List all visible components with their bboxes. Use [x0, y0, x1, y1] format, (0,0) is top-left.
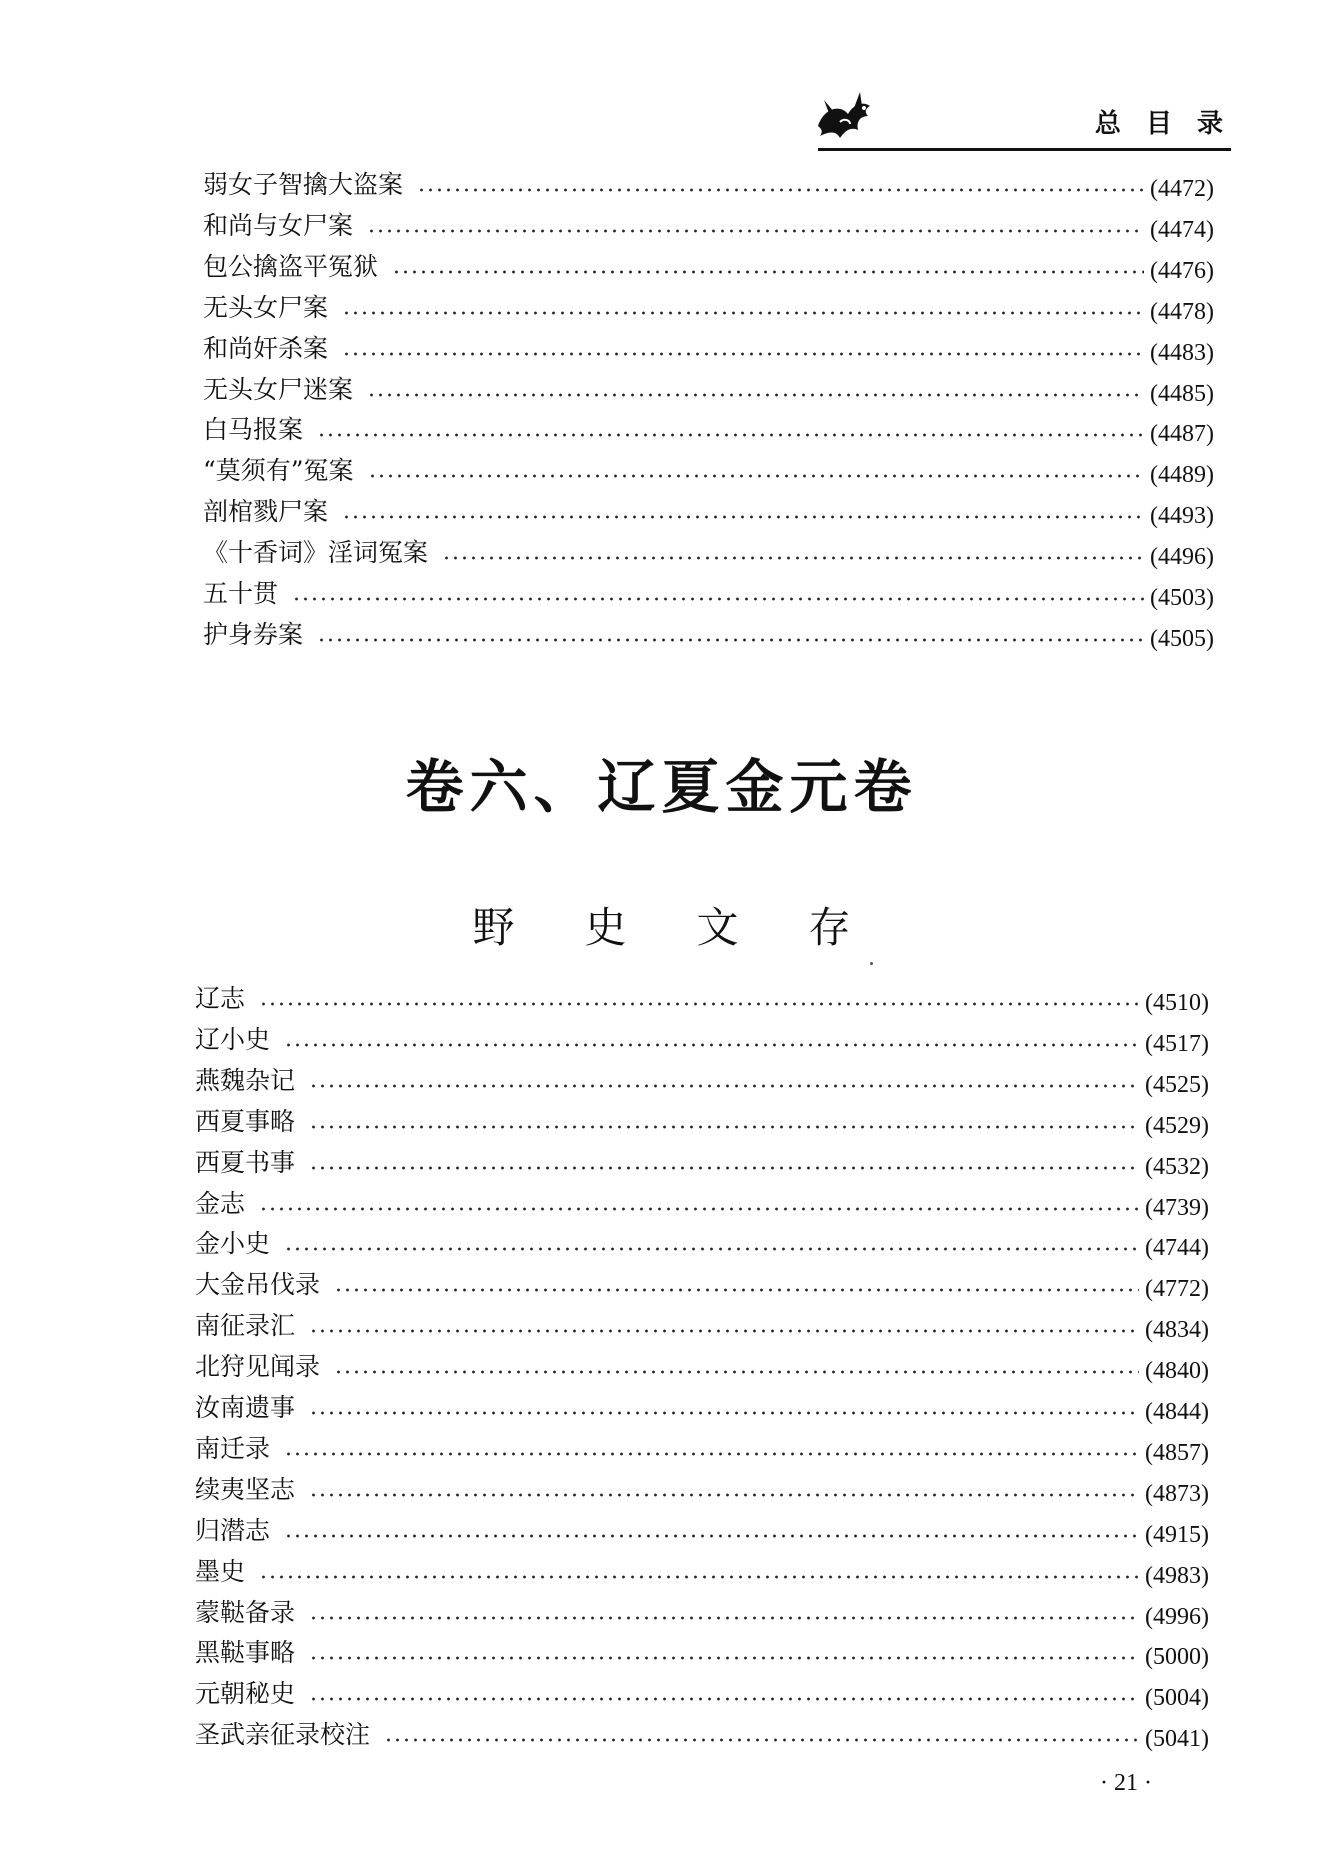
- toc-dot-leader: [368, 474, 1144, 478]
- toc-entry-title: 五十贯: [203, 579, 279, 608]
- toc-entry-page: (4476): [1150, 257, 1214, 284]
- toc-entry-page: (4525): [1145, 1071, 1209, 1098]
- toc-entry: [0, 250, 1323, 290]
- toc-entry: [0, 495, 1323, 535]
- toc-entry-page: (4510): [1145, 990, 1209, 1016]
- toc-entry-page: (4489): [1150, 462, 1214, 489]
- toc-entry: [0, 454, 1323, 494]
- toc-entry-title: 和尚与女尸案: [203, 210, 354, 240]
- toc-entry-title: 金志: [195, 1188, 246, 1218]
- toc-dot-leader: [259, 1575, 1139, 1579]
- toc-entry: [0, 1268, 1323, 1308]
- toc-entry-title: 无头女尸迷案: [203, 374, 354, 404]
- scan-speck: [870, 962, 873, 965]
- toc-entry: [0, 1555, 1323, 1595]
- toc-entry: [0, 1146, 1323, 1186]
- toc-entry-title: 西夏书事: [195, 1147, 296, 1177]
- toc-entry-page: (4739): [1145, 1194, 1209, 1221]
- toc-entry-page: (5004): [1145, 1685, 1209, 1712]
- toc-dot-leader: [309, 1084, 1139, 1088]
- toc-entry-page: (4474): [1150, 216, 1214, 243]
- toc-dot-leader: [309, 1493, 1139, 1497]
- toc-entry-title: 剖棺戮尸案: [203, 497, 329, 527]
- toc-entry-page: (4844): [1145, 1399, 1209, 1425]
- toc-entry: [0, 1636, 1323, 1676]
- toc-entry-title: 元朝秘史: [195, 1679, 296, 1709]
- toc-dot-leader: [284, 1534, 1139, 1538]
- toc-entry: [0, 1432, 1323, 1472]
- toc-dot-leader: [309, 1329, 1139, 1333]
- toc-dot-leader: [292, 597, 1144, 601]
- toc-entry: [0, 1309, 1323, 1349]
- toc-entry: [0, 1473, 1323, 1513]
- toc-entry-page: (4996): [1145, 1603, 1209, 1630]
- toc-entry-title: 汝南遗事: [195, 1393, 296, 1422]
- toc-entry-page: (5041): [1145, 1726, 1209, 1753]
- toc-dot-leader: [317, 433, 1144, 437]
- toc-dot-leader: [342, 311, 1144, 315]
- toc-entry: [0, 1187, 1323, 1227]
- toc-entry: [0, 577, 1323, 617]
- toc-dot-leader: [309, 1656, 1139, 1660]
- toc-dot-leader: [309, 1616, 1139, 1620]
- toc-entry-page: (4487): [1150, 421, 1214, 448]
- toc-entry-page: (4496): [1150, 544, 1214, 571]
- toc-entry-page: (4493): [1150, 503, 1214, 530]
- toc-entry-page: (4532): [1145, 1153, 1209, 1180]
- toc-dot-leader: [442, 556, 1144, 560]
- toc-entry: [0, 209, 1323, 249]
- toc-entry: [0, 1514, 1323, 1554]
- toc-entry-title: 墨史: [195, 1556, 246, 1586]
- toc-entry-title: 辽志: [195, 984, 246, 1013]
- page-number: · 21 ·: [1100, 1770, 1152, 1796]
- toc-entry-page: (4485): [1150, 380, 1214, 407]
- toc-dot-leader: [284, 1452, 1139, 1456]
- toc-entry-title: 无头女尸案: [203, 292, 329, 322]
- toc-entry: [0, 982, 1323, 1022]
- toc-entry: [0, 1596, 1323, 1636]
- toc-dot-leader: [334, 1288, 1139, 1292]
- toc-entry-title: 续夷坚志: [195, 1474, 296, 1504]
- toc-entry-page: (4529): [1145, 1112, 1209, 1139]
- toc-entry-title: 蒙鞑备录: [195, 1597, 296, 1627]
- toc-dot-leader: [417, 188, 1144, 192]
- toc-entry-title: 辽小史: [195, 1024, 271, 1054]
- toc-entry: [0, 168, 1323, 208]
- section-heading: 野史文存: [472, 903, 921, 952]
- toc-dot-leader: [259, 1002, 1139, 1006]
- toc-entry-title: 西夏事略: [195, 1106, 296, 1136]
- toc-entry-page: (4834): [1145, 1317, 1209, 1344]
- toc-dot-leader: [309, 1697, 1139, 1701]
- toc-entry: [0, 1105, 1323, 1145]
- toc-entry-title: “莫须有”冤案: [203, 456, 354, 486]
- toc-entry-page: (4857): [1145, 1439, 1209, 1466]
- toc-entry-page: (4915): [1145, 1521, 1209, 1548]
- toc-entry-title: 包公擒盗平冤狱: [203, 251, 379, 281]
- header-rule: [818, 148, 1231, 151]
- toc-entry-page: (4505): [1150, 625, 1214, 652]
- toc-entry-page: (4472): [1150, 176, 1214, 202]
- toc-dot-leader: [367, 393, 1144, 397]
- toc-entry: [0, 1718, 1323, 1758]
- toc-entry-page: (4772): [1145, 1276, 1209, 1303]
- toc-entry-title: 归潜志: [195, 1515, 271, 1545]
- toc-dot-leader: [259, 1207, 1139, 1211]
- toc-entry: [0, 1391, 1323, 1431]
- toc-entry-title: 南征录汇: [195, 1311, 296, 1341]
- toc-dot-leader: [317, 638, 1144, 642]
- toc-entry: [0, 536, 1323, 576]
- toc-entry-title: 燕魏杂记: [195, 1065, 296, 1095]
- toc-entry: [0, 1227, 1323, 1267]
- toc-entry-title: 大金吊伐录: [195, 1270, 321, 1300]
- toc-entry-title: 和尚奸杀案: [203, 333, 329, 363]
- toc-entry-title: 南迁录: [195, 1433, 271, 1463]
- toc-entry-title: 金小史: [195, 1229, 271, 1259]
- dragon-logo-icon: [810, 86, 882, 148]
- toc-entry-title: 黑鞑事略: [195, 1638, 296, 1668]
- toc-dot-leader: [309, 1166, 1139, 1170]
- volume-heading: 卷六、辽夏金元卷: [405, 753, 918, 821]
- toc-dot-leader: [284, 1043, 1139, 1047]
- toc-dot-leader: [309, 1125, 1139, 1129]
- toc-entry-title: 弱女子智擒大盗案: [203, 170, 404, 199]
- toc-entry-page: (4478): [1150, 298, 1214, 325]
- toc-entry: [0, 413, 1323, 453]
- toc-dot-leader: [309, 1411, 1139, 1415]
- toc-dot-leader: [384, 1738, 1139, 1742]
- toc-dot-leader: [367, 229, 1144, 233]
- toc-dot-leader: [342, 352, 1144, 356]
- toc-entry-title: 白马报案: [203, 415, 304, 445]
- toc-entry-page: (4873): [1145, 1480, 1209, 1507]
- toc-entry: [0, 291, 1323, 331]
- toc-entry: [0, 618, 1323, 658]
- toc-entry-page: (5000): [1145, 1644, 1209, 1671]
- toc-entry-page: (4744): [1145, 1235, 1209, 1262]
- toc-entry-title: 《十香词》淫词冤案: [203, 538, 429, 568]
- toc-entry: [0, 1677, 1323, 1717]
- toc-entry: [0, 332, 1323, 372]
- toc-entry-page: (4517): [1145, 1030, 1209, 1057]
- toc-entry-page: (4483): [1150, 339, 1214, 366]
- toc-entry: [0, 1350, 1323, 1390]
- toc-dot-leader: [334, 1370, 1139, 1374]
- toc-entry-title: 圣武亲征录校注: [195, 1720, 371, 1750]
- toc-entry-page: (4503): [1150, 585, 1214, 611]
- toc-entry-page: (4840): [1145, 1358, 1209, 1385]
- toc-entry-title: 护身券案: [203, 619, 304, 649]
- header-title: 总 目 录: [1094, 109, 1231, 139]
- toc-dot-leader: [284, 1247, 1139, 1251]
- toc-dot-leader: [392, 270, 1144, 274]
- toc-entry: [0, 1023, 1323, 1063]
- toc-entry: [0, 373, 1323, 413]
- toc-entry-title: 北狩见闻录: [195, 1352, 321, 1382]
- toc-dot-leader: [342, 515, 1144, 519]
- toc-entry: [0, 1064, 1323, 1104]
- toc-entry-page: (4983): [1145, 1562, 1209, 1589]
